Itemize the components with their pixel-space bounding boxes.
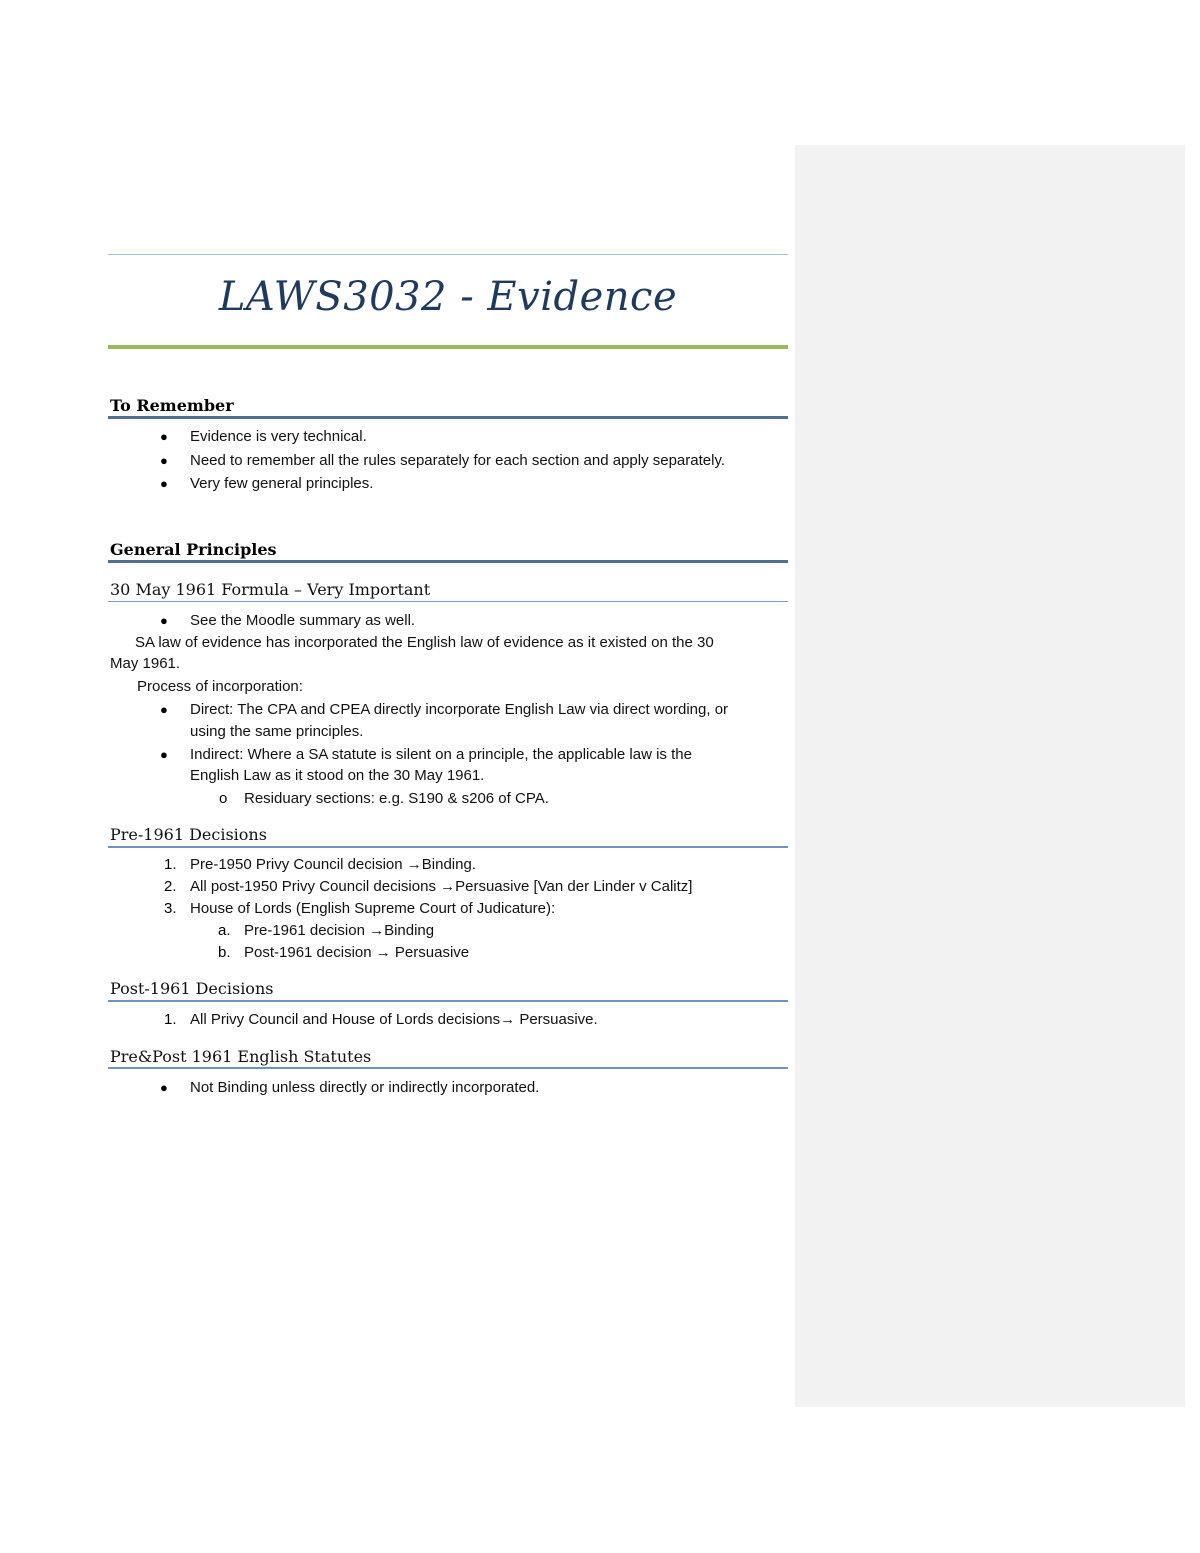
list-item: Indirect: Where a SA statute is silent on a principle, the applicable law is the bbox=[190, 746, 692, 763]
list-item-continuation: using the same principles. bbox=[190, 723, 364, 740]
bullet-icon: ● bbox=[160, 702, 168, 717]
heading-rule bbox=[108, 560, 788, 563]
heading-rule bbox=[108, 601, 788, 602]
list-number: 1. bbox=[164, 1011, 177, 1028]
bullet-icon: ● bbox=[160, 476, 168, 491]
list-number: 1. bbox=[164, 856, 177, 873]
heading-formula: 30 May 1961 Formula – Very Important bbox=[110, 580, 431, 599]
list-item: Very few general principles. bbox=[190, 475, 374, 492]
list-item-continuation: English Law as it stood on the 30 May 1961. bbox=[190, 767, 485, 784]
sub-list-item: Pre-1961 decision →Binding bbox=[244, 922, 435, 939]
list-item: Need to remember all the rules separately for each section and apply separately. bbox=[190, 452, 726, 469]
heading-english-statutes: Pre&Post 1961 English Statutes bbox=[110, 1047, 372, 1066]
comment-pane bbox=[795, 145, 1185, 1407]
list-item: See the Moodle summary as well. bbox=[190, 612, 416, 629]
list-number: 2. bbox=[164, 878, 177, 895]
sub-list-letter: b. bbox=[218, 944, 231, 961]
heading-post-1961: Post-1961 Decisions bbox=[110, 979, 274, 998]
list-item: All post-1950 Privy Council decisions →Persuasive [Van der Linder v Calitz] bbox=[190, 878, 693, 895]
list-item: All Privy Council and House of Lords decisions→ Persuasive. bbox=[190, 1011, 598, 1028]
paragraph-line: Process of incorporation: bbox=[137, 678, 303, 695]
heading-pre-1961: Pre-1961 Decisions bbox=[110, 825, 267, 844]
bullet-icon: ● bbox=[160, 1080, 168, 1095]
heading-rule bbox=[108, 416, 788, 419]
title-top-rule bbox=[108, 254, 788, 255]
list-item: House of Lords (English Supreme Court of Judicature): bbox=[190, 900, 556, 917]
bullet-icon: ● bbox=[160, 453, 168, 468]
paragraph-line: SA law of evidence has incorporated the English law of evidence as it existed on the 30 bbox=[135, 634, 714, 651]
sub-list-letter: a. bbox=[218, 922, 231, 939]
heading-rule bbox=[108, 846, 788, 848]
heading-rule bbox=[108, 1067, 788, 1069]
bullet-icon: ● bbox=[160, 747, 168, 762]
bullet-icon: ● bbox=[160, 613, 168, 628]
heading-to-remember: To Remember bbox=[110, 396, 234, 415]
list-item: Pre-1950 Privy Council decision →Binding. bbox=[190, 856, 476, 873]
sub-bullet-marker: o bbox=[219, 790, 228, 807]
bullet-icon: ● bbox=[160, 429, 168, 444]
paragraph-line: May 1961. bbox=[110, 655, 181, 672]
heading-general-principles: General Principles bbox=[110, 540, 277, 559]
document-title: LAWS3032 - Evidence bbox=[218, 274, 678, 320]
list-item: Direct: The CPA and CPEA directly incorporate English Law via direct wording, or bbox=[190, 701, 729, 718]
list-number: 3. bbox=[164, 900, 177, 917]
heading-rule bbox=[108, 1000, 788, 1002]
title-underline bbox=[108, 345, 788, 349]
list-item: Not Binding unless directly or indirectly incorporated. bbox=[190, 1079, 540, 1096]
sub-list-item: Post-1961 decision → Persuasive bbox=[244, 944, 470, 961]
sub-list-item: Residuary sections: e.g. S190 & s206 of CPA. bbox=[244, 790, 549, 807]
list-item: Evidence is very technical. bbox=[190, 428, 367, 445]
